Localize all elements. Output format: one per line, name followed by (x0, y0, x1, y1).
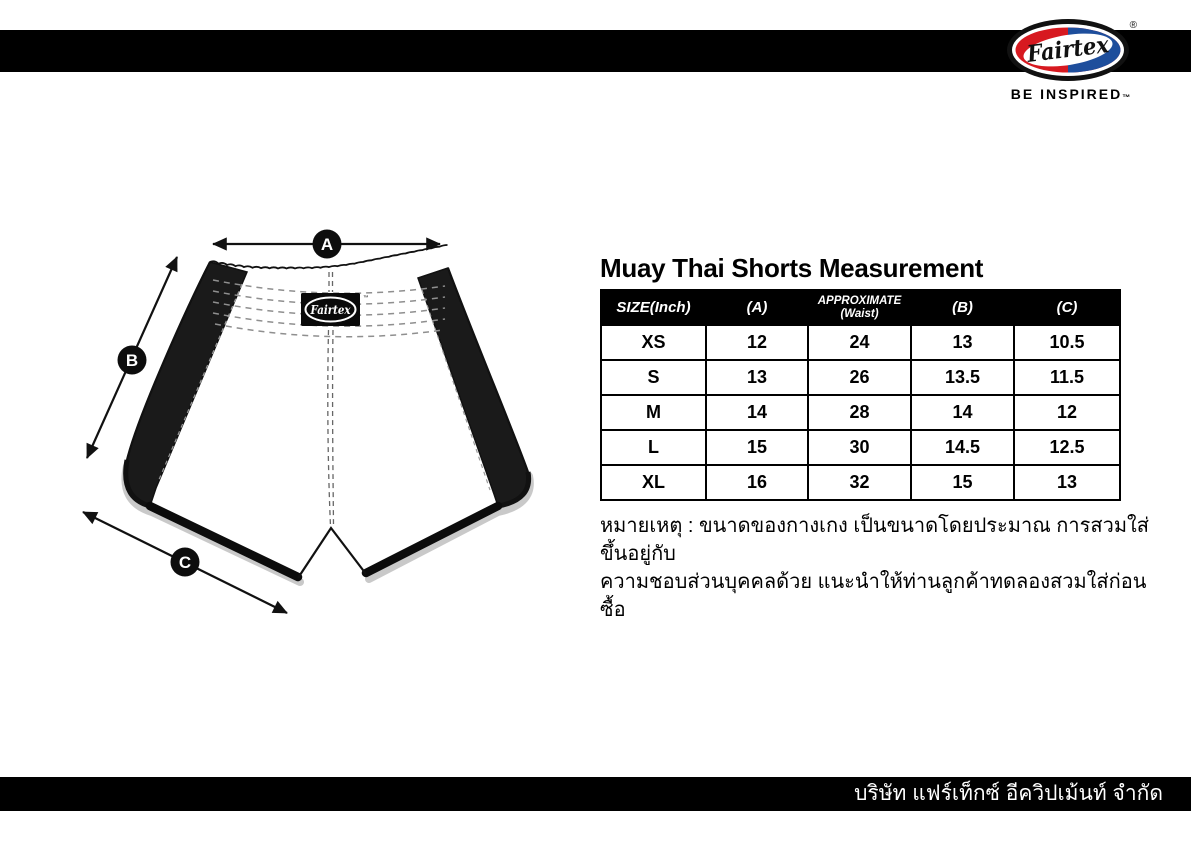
cell-b: 15 (911, 465, 1014, 500)
brand-tagline (998, 86, 1143, 102)
cell-b: 13 (911, 325, 1014, 360)
note-line-1: หมายเหตุ : ขนาดของกางเกง เป็นขนาดโดยประมาณ การสวมใส่ขึ้นอยู่กับ (600, 515, 1149, 565)
waistband-label-text: Fairtex (309, 303, 352, 317)
cell-b: 14.5 (911, 430, 1014, 465)
column-header-waist (808, 290, 911, 325)
waistband-label-tm: ™ (363, 295, 369, 301)
cell-size: L (601, 430, 706, 465)
cell-b: 14 (911, 395, 1014, 430)
waistband-brand-label (301, 293, 369, 326)
size-row-xs (601, 325, 1120, 360)
sizing-table (600, 289, 1121, 501)
cell-a: 14 (706, 395, 808, 430)
sizing-title: Muay Thai Shorts Measurement (600, 253, 984, 283)
arrow-b-label: B (125, 351, 139, 370)
cell-size: XL (601, 465, 706, 500)
cell-waist: 32 (808, 465, 911, 500)
size-row-l (601, 430, 1120, 465)
cell-size: XS (601, 325, 706, 360)
fairtex-logo-oval (1004, 17, 1138, 83)
cell-waist: 30 (808, 430, 911, 465)
footer-bar (0, 777, 1191, 811)
cell-a: 15 (706, 430, 808, 465)
company-name: บริษัท แฟร์เท็กซ์ อีควิปเม้นท์ จำกัด (854, 782, 1163, 805)
cell-c: 11.5 (1014, 360, 1120, 395)
fairtex-logo (1004, 17, 1138, 83)
cell-size: M (601, 395, 706, 430)
cell-waist: 24 (808, 325, 911, 360)
size-row-m (601, 395, 1120, 430)
column-header-waist-line1: APPROXIMATE (817, 294, 902, 307)
cell-c: 12.5 (1014, 430, 1120, 465)
brand-tagline-text: BE INSPIRED (1010, 86, 1123, 102)
column-header-b: (B) (911, 290, 1014, 325)
arrow-c-label: C (178, 553, 192, 572)
note-text (600, 512, 1160, 624)
cell-a: 13 (706, 360, 808, 395)
header-row (601, 290, 1120, 325)
logo-script-text: Fairtex (1025, 30, 1119, 68)
cell-c: 13 (1014, 465, 1120, 500)
column-header-waist-line2: (Waist) (840, 307, 879, 320)
cell-a: 12 (706, 325, 808, 360)
cell-b: 13.5 (911, 360, 1014, 395)
size-row-s (601, 360, 1120, 395)
cell-c: 10.5 (1014, 325, 1120, 360)
shorts-diagram (70, 210, 570, 640)
tagline-tm-mark: ™ (1122, 93, 1131, 102)
column-header-c: (C) (1014, 290, 1120, 325)
cell-size: S (601, 360, 706, 395)
arrow-a-label: A (320, 235, 334, 254)
column-header-size: SIZE(Inch) (601, 290, 706, 325)
size-row-xl (601, 465, 1120, 500)
column-header-a: (A) (706, 290, 808, 325)
cell-waist: 26 (808, 360, 911, 395)
note-line-2: ความชอบส่วนบุคคลด้วย แนะนำให้ท่านลูกค้าทดลองสวมใส่ก่อนซื้อ (600, 571, 1147, 621)
registered-mark: ® (1129, 20, 1137, 31)
cell-c: 12 (1014, 395, 1120, 430)
cell-waist: 28 (808, 395, 911, 430)
cell-a: 16 (706, 465, 808, 500)
